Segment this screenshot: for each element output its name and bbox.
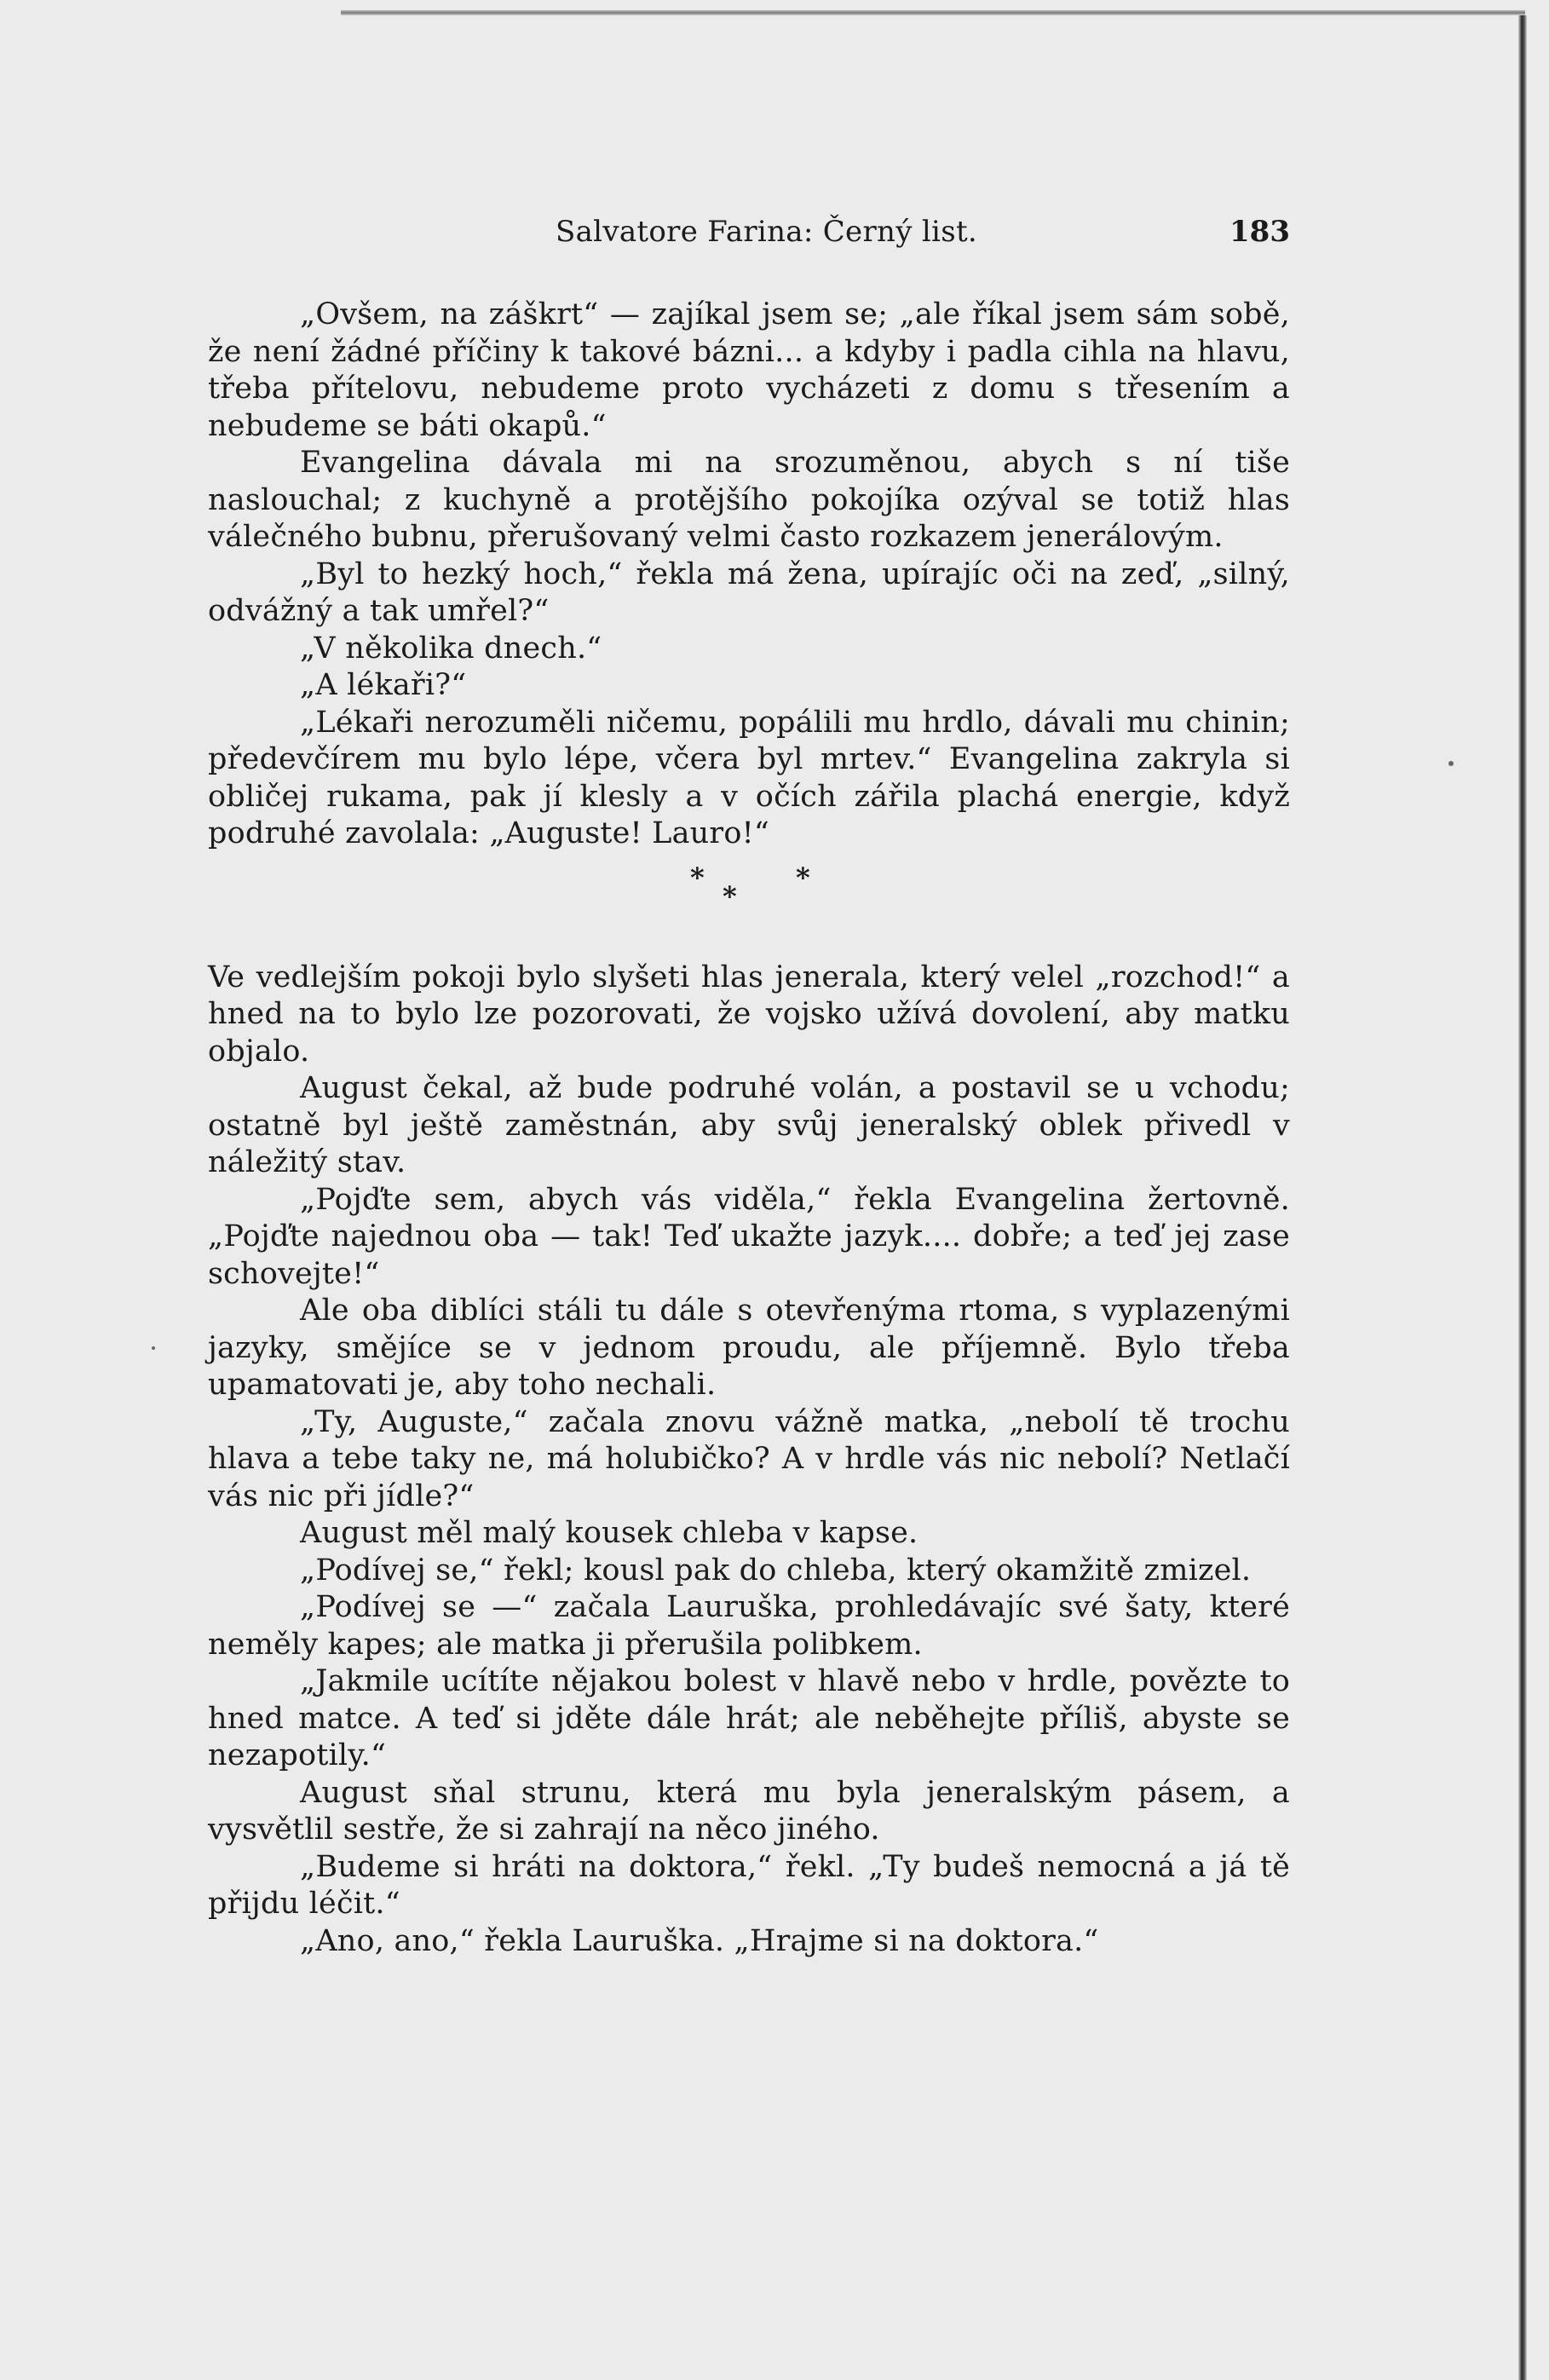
separator-star: * (723, 879, 737, 913)
paragraph: „Budeme si hráti na doktora,“ řekl. „Ty budeš nemocná a já tě přijdu léčit.“ (208, 1849, 1290, 1921)
paragraph: „A lékaři?“ (300, 668, 467, 702)
separator-star: * (690, 861, 705, 894)
separator-star: * (796, 861, 810, 894)
paragraph: „Jakmile ucítíte nějakou bolest v hlavě nebo v hrdle, povězte to hned matce. A teď si jděte dále hrát; ale neběhejte příliš, abyste se nezapotily.“ (208, 1664, 1290, 1772)
paragraph: August sňal strunu, která mu byla jeneralským pásem, a vysvětlil sestře, že si zahrají na něco jiného. (208, 1775, 1290, 1847)
paragraph: „Ano, ano,“ řekla Lauruška. „Hrajme si na doktora.“ (300, 1923, 1099, 1958)
paragraph: Evangelina dávala mi na srozuměnou, abych s ní tiše naslouchal; z kuchyně a protějšího pokojíka ozýval se totiž hlas válečného bubnu, přerušovaný velmi často rozkazem jenerálovým. (208, 446, 1290, 554)
page-right-edge-shadow (1518, 15, 1527, 2380)
running-header (208, 215, 1290, 257)
running-title: Salvatore Farina: Černý list. (556, 215, 978, 249)
page-top-edge-shadow (341, 10, 1525, 15)
body-text (208, 297, 1290, 1960)
scan-speck (152, 1346, 155, 1350)
paragraph: „Podívej se,“ řekl; kousl pak do chleba, který okamžitě zmizel. (300, 1553, 1252, 1588)
page-number: 183 (1229, 215, 1290, 249)
paragraph: Ale oba diblíci stáli tu dále s otevřenýma rtoma, s vyplazenými jazyky, smějíce se v jednom proudu, ale příjemně. Bylo třeba upamatovati je, aby toho nechali. (208, 1294, 1290, 1402)
paragraph: „Byl to hezký hoch,“ řekla má žena, upírajíc oči na zeď, „silný, odvážný a tak umřel?“ (208, 556, 1290, 628)
section-separator (208, 853, 1290, 959)
paragraph: „Ovšem, na záškrt“ — zajíkal jsem se; „ale říkal jsem sám sobě, že není žádné příčiny k takové bázni... a kdyby i padla cihla na hlavu, třeba přítelovu, nebudeme proto vycházeti z domu s třesením a nebudeme se báti okapů.“ (208, 297, 1290, 443)
paragraph: „Ty, Auguste,“ začala znovu vážně matka, „nebolí tě trochu hlava a tebe taky ne, má holubičko? A v hrdle vás nic nebolí? Netlačí vás nic při jídle?“ (208, 1404, 1290, 1513)
paragraph: „Pojďte sem, abych vás viděla,“ řekla Evangelina žertovně. „Pojďte najednou oba — tak! Teď ukažte jazyk.... dobře; a teď jej zase schovejte!“ (208, 1182, 1290, 1291)
paragraph: August čekal, až bude podruhé volán, a postavil se u vchodu; ostatně byl ještě zaměstnán, aby svůj jeneralský oblek přivedl v náležitý stav. (208, 1071, 1290, 1179)
paragraph: „Podívej se —“ začala Lauruška, prohledávajíc své šaty, které neměly kapes; ale matka ji přerušila polibkem. (208, 1590, 1290, 1662)
paragraph: „Lékaři nerozuměli ničemu, popálili mu hrdlo, dávali mu chinin; předevčírem mu bylo lépe, včera byl mrtev.“ Evangelina zakryla si obličej rukama, pak jí klesly a v očích zářila plachá energie, když podruhé zavolala: „Auguste! Lauro!“ (208, 705, 1290, 850)
paragraph: „V několika dnech.“ (300, 631, 602, 666)
paragraph: August měl malý kousek chleba v kapse. (300, 1516, 918, 1550)
paragraph: Ve vedlejším pokoji bylo slyšeti hlas jenerala, který velel „rozchod!“ a hned na to bylo lze pozorovati, že vojsko užívá dovolení, aby matku objalo. (208, 959, 1290, 1069)
scan-speck (1448, 761, 1454, 766)
